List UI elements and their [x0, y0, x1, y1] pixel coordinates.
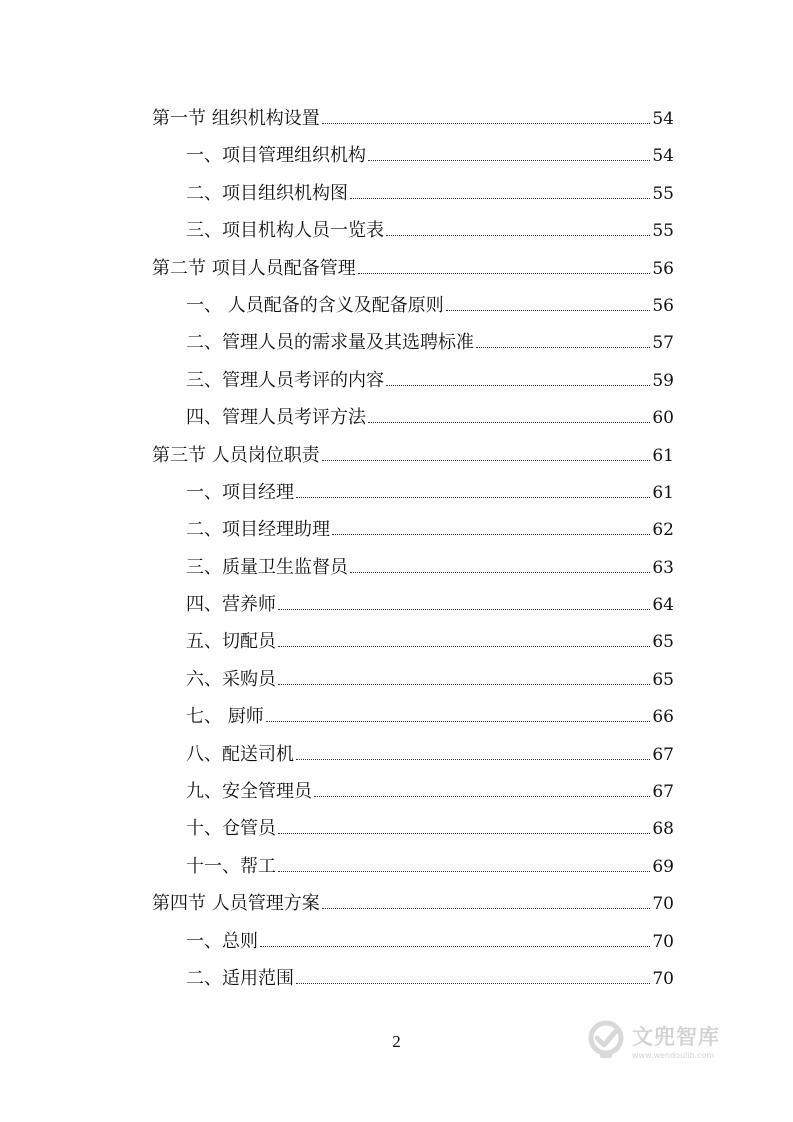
toc-dot-leader — [368, 159, 650, 161]
toc-dot-leader — [476, 346, 650, 348]
toc-entry-title: 八、配送司机 — [186, 743, 294, 765]
toc-entry-title: 三、质量卫生监督员 — [186, 556, 348, 578]
toc-dot-leader — [278, 683, 650, 685]
toc-entry-page: 67 — [652, 782, 674, 803]
toc-entry-title: 一、项目管理组织机构 — [186, 145, 366, 167]
toc-dot-leader — [296, 496, 650, 498]
toc-entry-title: 二、管理人员的需求量及其选聘标准 — [186, 332, 474, 354]
toc-entry-title: 四、管理人员考评方法 — [186, 407, 366, 429]
table-of-contents — [152, 100, 674, 997]
toc-entry-title: 第四节 人员管理方案 — [152, 893, 320, 915]
toc-entry[interactable] — [152, 100, 674, 137]
toc-entry-title: 九、安全管理员 — [186, 781, 312, 803]
toc-entry-page: 68 — [652, 819, 674, 840]
toc-entry-page: 66 — [652, 707, 674, 728]
toc-entry-page: 54 — [652, 109, 674, 129]
toc-entry-title: 二、项目组织机构图 — [186, 182, 348, 204]
toc-entry[interactable] — [152, 399, 674, 436]
toc-entry[interactable] — [152, 287, 674, 324]
toc-entry-title: 十一、帮工 — [186, 855, 276, 877]
toc-dot-leader — [296, 758, 650, 760]
toc-entry-page: 55 — [652, 183, 674, 204]
toc-entry-page: 70 — [652, 894, 674, 915]
toc-entry-title: 第三节 人员岗位职责 — [152, 444, 320, 466]
toc-entry[interactable] — [152, 848, 674, 885]
toc-dot-leader — [322, 122, 651, 124]
toc-entry-page: 56 — [652, 258, 674, 279]
toc-dot-leader — [322, 459, 651, 461]
toc-entry[interactable] — [152, 175, 674, 212]
toc-entry-page: 64 — [652, 595, 674, 616]
toc-dot-leader — [446, 309, 651, 311]
toc-entry[interactable] — [152, 511, 674, 548]
watermark — [586, 1020, 720, 1060]
toc-entry-page: 70 — [652, 931, 674, 952]
toc-dot-leader — [368, 421, 650, 423]
toc-entry-title: 三、项目机构人员一览表 — [186, 220, 384, 242]
toc-dot-leader — [386, 384, 650, 386]
toc-entry-title: 一、 人员配备的含义及配备原则 — [186, 294, 444, 316]
toc-entry[interactable] — [152, 137, 674, 174]
toc-entry[interactable] — [152, 437, 674, 474]
toc-dot-leader — [266, 720, 651, 722]
toc-dot-leader — [278, 870, 650, 872]
toc-dot-leader — [278, 645, 650, 647]
toc-dot-leader — [350, 197, 650, 199]
toc-entry[interactable] — [152, 661, 674, 698]
toc-entry-page: 63 — [652, 557, 674, 578]
toc-dot-leader — [386, 234, 650, 236]
toc-entry-page: 55 — [652, 221, 674, 242]
toc-entry[interactable] — [152, 923, 674, 960]
toc-dot-leader — [332, 533, 650, 535]
toc-entry-page: 67 — [652, 744, 674, 765]
toc-entry-page: 62 — [652, 520, 674, 541]
lightbulb-check-logo-icon — [586, 1020, 626, 1060]
toc-entry[interactable] — [152, 362, 674, 399]
toc-entry-page: 59 — [652, 370, 674, 391]
toc-dot-leader — [322, 907, 651, 909]
toc-entry-page: 54 — [652, 146, 674, 167]
toc-entry-title: 七、 厨师 — [186, 706, 264, 728]
toc-entry-page: 57 — [652, 333, 674, 354]
toc-entry-title: 一、项目经理 — [186, 481, 294, 503]
toc-entry-title: 一、总则 — [186, 930, 258, 952]
toc-entry-title: 第二节 项目人员配备管理 — [152, 257, 356, 279]
toc-dot-leader — [350, 571, 650, 573]
toc-entry[interactable] — [152, 773, 674, 810]
toc-entry[interactable] — [152, 250, 674, 287]
toc-entry[interactable] — [152, 212, 674, 249]
toc-dot-leader — [358, 272, 651, 274]
page-number: 2 — [392, 1032, 401, 1051]
toc-entry-page: 60 — [652, 408, 674, 429]
toc-entry[interactable] — [152, 324, 674, 361]
toc-entry[interactable] — [152, 960, 674, 997]
toc-entry[interactable] — [152, 549, 674, 586]
toc-entry[interactable] — [152, 474, 674, 511]
toc-entry-page: 65 — [652, 632, 674, 653]
toc-dot-leader — [278, 608, 650, 610]
toc-entry[interactable] — [152, 885, 674, 922]
toc-entry[interactable] — [152, 810, 674, 847]
toc-entry[interactable] — [152, 736, 674, 773]
toc-entry-page: 61 — [652, 445, 674, 466]
toc-dot-leader — [260, 945, 650, 947]
toc-dot-leader — [314, 795, 650, 797]
toc-entry-title: 第一节 组织机构设置 — [152, 108, 320, 129]
toc-entry-title: 三、管理人员考评的内容 — [186, 369, 384, 391]
toc-entry-page: 65 — [652, 669, 674, 690]
toc-dot-leader — [296, 982, 650, 984]
toc-entry-title: 六、采购员 — [186, 668, 276, 690]
toc-entry-page: 56 — [652, 295, 674, 316]
toc-entry-title: 四、营养师 — [186, 594, 276, 616]
toc-entry-page: 70 — [652, 968, 674, 989]
toc-entry-page: 69 — [652, 856, 674, 877]
toc-entry-title: 二、适用范围 — [186, 967, 294, 989]
watermark-url: www.wendoulib.com — [632, 1050, 715, 1060]
toc-entry[interactable] — [152, 586, 674, 623]
toc-entry-title: 十、仓管员 — [186, 818, 276, 840]
toc-dot-leader — [278, 832, 650, 834]
toc-entry-page: 61 — [652, 482, 674, 503]
toc-entry[interactable] — [152, 698, 674, 735]
toc-entry-title: 五、切配员 — [186, 631, 276, 653]
toc-entry-title: 二、项目经理助理 — [186, 519, 330, 541]
toc-entry[interactable] — [152, 623, 674, 660]
watermark-name: 文兜智库 — [632, 1024, 720, 1049]
